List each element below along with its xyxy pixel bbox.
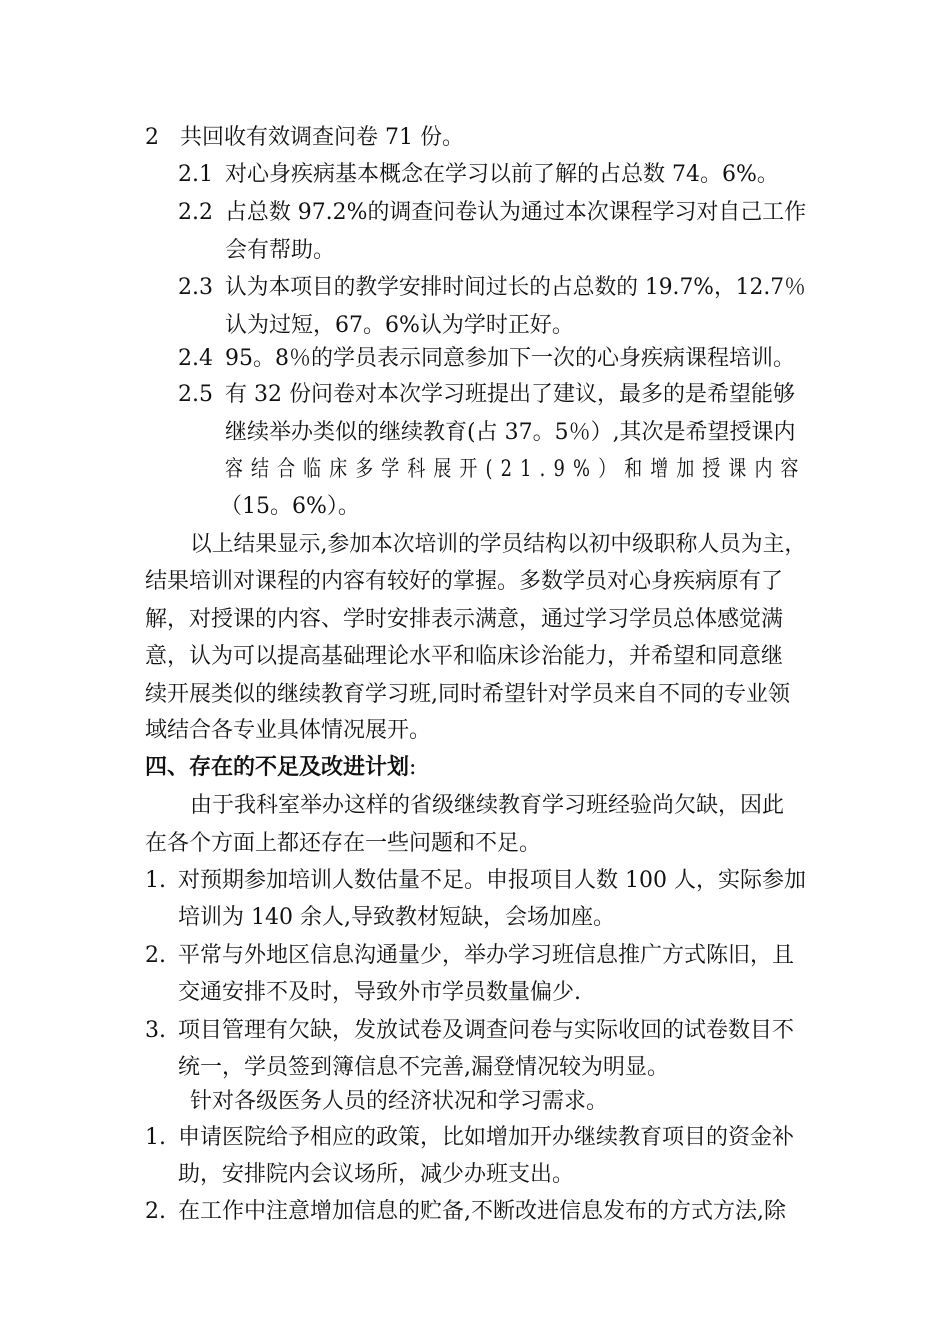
section-heading bbox=[145, 753, 416, 783]
paragraph-line: 结果培训对课程的内容有较好的掌握。多数学员对心身疾病原有了 bbox=[145, 569, 784, 594]
paragraph-line: 由于我科室举办这样的省级继续教育学习班经验尚欠缺，因此 bbox=[190, 793, 785, 818]
paragraph-line: 针对各级医务人员的经济状况和学习需求。 bbox=[190, 1089, 609, 1114]
list-item-text: 助，安排院内会议场所，减少办班支出。 bbox=[178, 1162, 575, 1187]
item-number: 2.3 bbox=[178, 275, 213, 300]
paragraph-line: 在各个方面上都还存在一些问题和不足。 bbox=[145, 831, 542, 856]
list-item-text: 平常与外地区信息沟通量少，举办学习班信息推广方式陈旧，且 bbox=[178, 943, 795, 968]
item-text: 认为过短，67。6%认为学时正好。 bbox=[225, 313, 574, 338]
item-number: 2.1 bbox=[178, 162, 213, 187]
item-text: 有 32 份问卷对本次学习班提出了建议，最多的是希望能够 bbox=[225, 382, 795, 407]
paragraph-line: 解，对授课的内容、学时安排表示满意，通过学习学员总体感觉满 bbox=[145, 607, 784, 632]
list-number: 3. bbox=[145, 1018, 166, 1043]
item-number: 2.4 bbox=[178, 346, 213, 371]
item-number: 2.5 bbox=[178, 382, 213, 407]
list-number: 2. bbox=[145, 1199, 166, 1224]
list-item-text: 对预期参加培训人数估量不足。申报项目人数 100 人，实际参加 bbox=[178, 868, 806, 893]
list-item-text: 培训为 140 余人,导致教材短缺，会场加座。 bbox=[178, 905, 615, 930]
list-item-text: 交通安排不及时，导致外市学员数量偏少. bbox=[178, 980, 581, 1005]
paragraph-line: 域结合各专业具体情况展开。 bbox=[145, 718, 432, 743]
paragraph-line: 意，认为可以提高基础理论水平和临床诊治能力，并希望和同意继 bbox=[145, 644, 784, 669]
item-text: 继续举办类似的继续教育(占 37。5％）,其次是希望授课内 bbox=[225, 420, 796, 445]
item-number: 2.2 bbox=[178, 200, 213, 225]
section-text: 共回收有效调查问卷 71 份。 bbox=[180, 125, 464, 150]
section-number: 2 bbox=[145, 125, 159, 150]
item-text: 95。8％的学员表示同意参加下一次的心身疾病课程培训。 bbox=[225, 346, 795, 371]
list-number: 1. bbox=[145, 868, 166, 893]
item-text: 占总数 97.2%的调查问卷认为通过本次课程学习对自己工作 bbox=[225, 200, 807, 225]
list-number: 2. bbox=[145, 943, 166, 968]
list-item-text: 申请医院给予相应的政策，比如增加开办继续教育项目的资金补 bbox=[178, 1125, 795, 1150]
item-text: （15。6%）。 bbox=[220, 494, 360, 519]
item-text: 会有帮助。 bbox=[225, 238, 336, 263]
list-item-text: 统一，学员签到簿信息不完善,漏登情况较为明显。 bbox=[178, 1055, 669, 1080]
item-text: 容结合临床多学科展开(21.9%）和增加授课内容 bbox=[225, 457, 807, 482]
paragraph-line: 以上结果显示,参加本次培训的学员结构以初中级职称人员为主， bbox=[190, 532, 807, 557]
paragraph-line: 续开展类似的继续教育学习班,同时希望针对学员来自不同的专业领 bbox=[145, 682, 790, 707]
section-heading-text: 四、存在的不足及改进计划 bbox=[145, 755, 410, 780]
item-text: 认为本项目的教学安排时间过长的占总数的 19.7%，12.7％ bbox=[225, 275, 806, 300]
list-item-text: 在工作中注意增加信息的贮备,不断改进信息发布的方式方法,除 bbox=[178, 1199, 786, 1224]
section-heading-colon: : bbox=[409, 755, 417, 780]
item-text: 对心身疾病基本概念在学习以前了解的占总数 74。6%。 bbox=[225, 162, 779, 187]
list-number: 1. bbox=[145, 1125, 166, 1150]
list-item-text: 项目管理有欠缺，发放试卷及调查问卷与实际收回的试卷数目不 bbox=[178, 1018, 795, 1043]
